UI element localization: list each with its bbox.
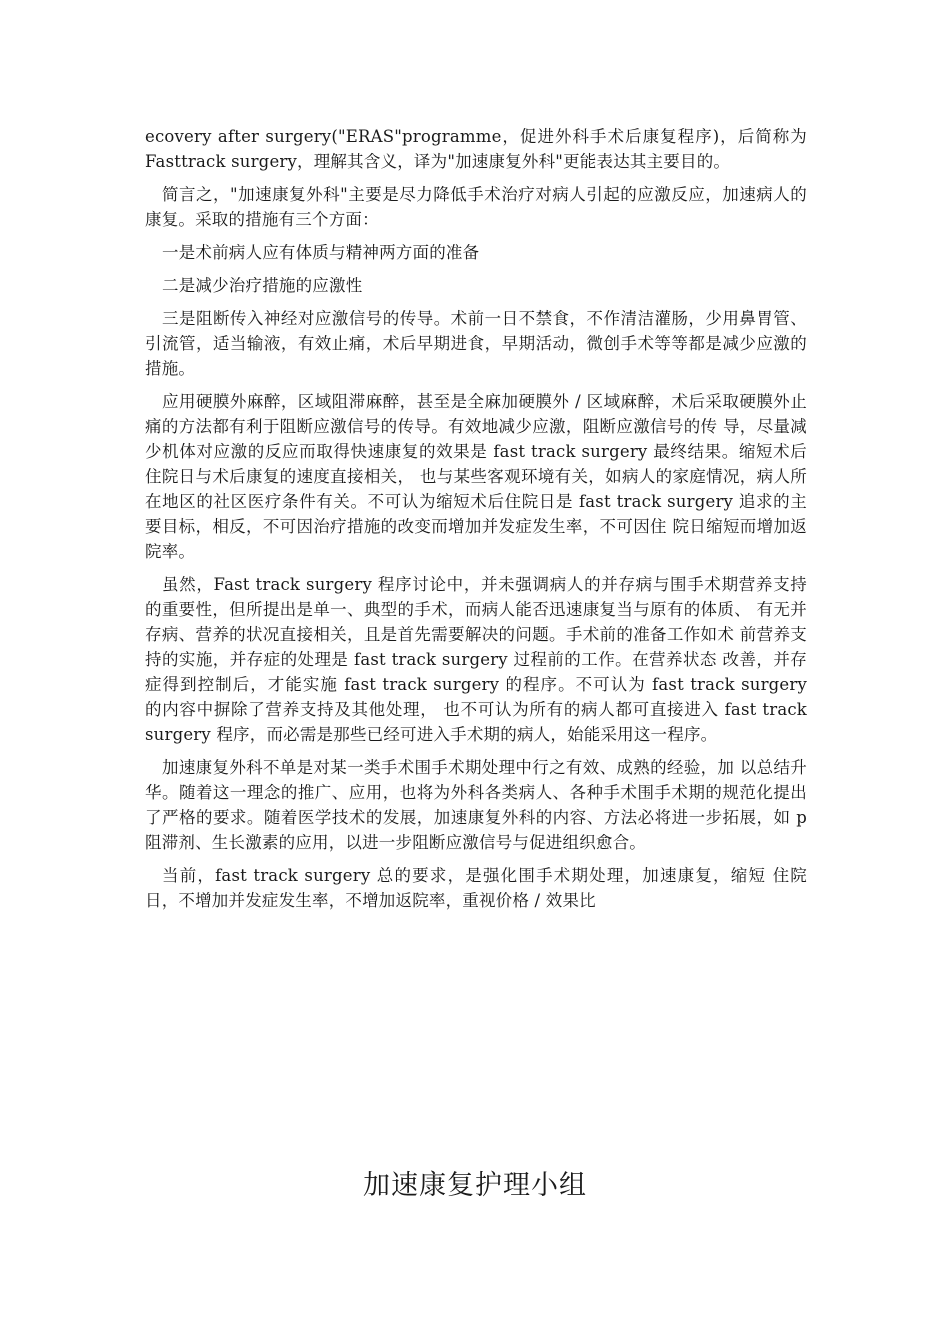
paragraph-comorbidity: 虽然，Fast track surgery 程序讨论中，并未强调病人的并存病与围手术期营养支持的重要性，但所提出是单一、典型的手术，而病人能否迅速康复当与原有的体质、 有无并存病、营养的状况直接相关，且是首先需要解决的问题。手术前的准备工作如术 前营养支持的实施，并存症的处理是 fast track surgery 过程前的工作。在营养状态 改善，并存症得到控制后，才能实施 fast track surgery 的程序。不可认为 fast track surgery 的内容中摒除了营养支持及其他处理， 也不可认为所有的病人都可直接进入 fast track surgery 程序，而必需是那些已经可进入手术期的病人，始能采用这一程序。 [145,575,807,744]
paragraph-measure-three: 三是阻断传入神经对应激信号的传导。术前一日不禁食，不作清洁灌肠，少用鼻胃管、引流管，适当输液，有效止痛，术后早期进食，早期活动，微创手术等等都是减少应激的措施。 [145,309,807,378]
paragraph-development: 加速康复外科不单是对某一类手术围手术期处理中行之有效、成熟的经验，加 以总结升华。随着这一理念的推广、应用，也将为外科各类病人、各种手术围手术期的规范化提出了严格的要求。随着医学技术的发展，加速康复外科的内容、方法必将进一步拓展，如 p 阻滞剂、生长激素的应用，以进一步阻断应激信号与促进组织愈合。 [145,758,807,852]
paragraph-measure-one: 一是术前病人应有体质与精神两方面的准备 [162,243,480,262]
footer-title: 加速康复护理小组 [363,1170,587,1201]
paragraph-summary: 简言之，"加速康复外科"主要是尽力降低手术治疗对病人引起的应激反应，加速病人的康复。采取的措施有三个方面： [145,185,807,229]
paragraph-anesthesia: 应用硬膜外麻醉，区域阻滞麻醉，甚至是全麻加硬膜外 / 区域麻醉，术后采取硬膜外止痛的方法都有利于阻断应激信号的传导。有效地减少应激，阻断应激信号的传 导，尽量减少机体对应激的反应而取得快速康复的效果是 fast track surgery 最终结果。缩短术后住院日与术后康复的速度直接相关， 也与某些客观环境有关，如病人的家庭情况，病人所在地区的社区医疗条件有关。不可认为缩短术后住院日是 fast track surgery 追求的主要目标，相反，不可因治疗措施的改变而增加并发症发生率，不可因住 院日缩短而增加返院率。 [145,392,807,561]
document-body [145,124,807,921]
paragraph-measure-two: 二是减少治疗措施的应激性 [162,276,363,295]
paragraph-eras-intro: ecovery after surgery("ERAS"programme，促进外科手术后康复程序)，后简称为Fasttrack surgery，理解其含义，译为"加速康复外科"更能表达其主要目的。 [145,127,807,171]
paragraph-current-requirements: 当前，fast track surgery 总的要求，是强化围手术期处理，加速康复，缩短 住院日，不增加并发症发生率，不增加返院率，重视价格 / 效果比 [145,866,807,910]
